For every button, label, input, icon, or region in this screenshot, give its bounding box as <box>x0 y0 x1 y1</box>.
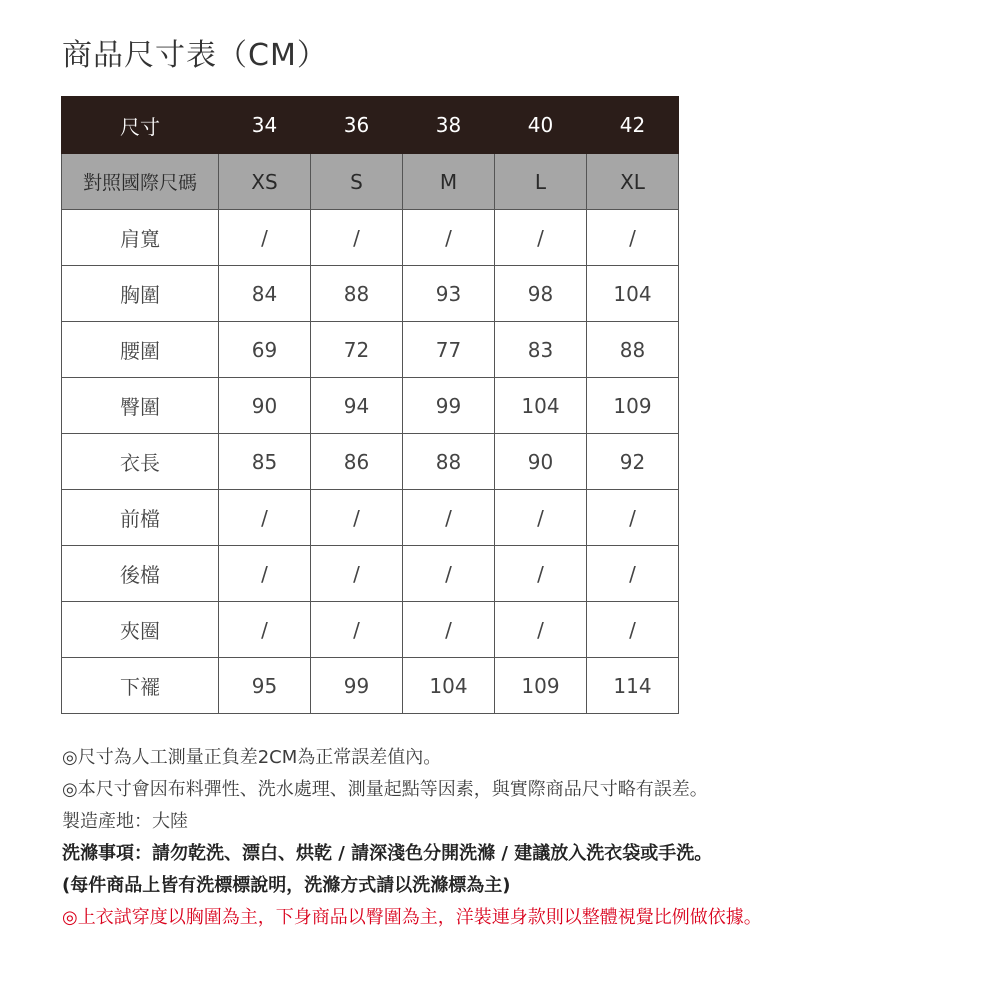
table-row <box>62 490 679 546</box>
row-label: 臀圍 <box>62 378 219 434</box>
table-cell: / <box>495 210 587 266</box>
table-cell: / <box>587 546 679 602</box>
table-cell: 86 <box>311 434 403 490</box>
table-cell: 93 <box>403 266 495 322</box>
table-cell: / <box>495 602 587 658</box>
table-cell: 114 <box>587 658 679 714</box>
table-cell: / <box>495 546 587 602</box>
table-cell: 109 <box>495 658 587 714</box>
table-cell: 99 <box>403 378 495 434</box>
note-fabric: ◎本尺寸會因布料彈性、洗水處理、測量起點等因素，與實際商品尺寸略有誤差。 <box>62 779 708 800</box>
row-label: 下襬 <box>62 658 219 714</box>
table-row <box>62 546 679 602</box>
table-cell: 92 <box>587 434 679 490</box>
row-label: 後檔 <box>62 546 219 602</box>
table-cell: / <box>311 490 403 546</box>
header-row <box>62 97 679 154</box>
note-wash-label: (每件商品上皆有洗標標說明，洗滌方式請以洗滌標為主) <box>62 875 511 896</box>
table-cell: 98 <box>495 266 587 322</box>
row-label: 腰圍 <box>62 322 219 378</box>
size-table <box>61 96 679 714</box>
row-label: 肩寬 <box>62 210 219 266</box>
table-cell: / <box>219 602 311 658</box>
table-cell: / <box>403 490 495 546</box>
table-cell: 38 <box>403 97 495 154</box>
table-cell: / <box>403 210 495 266</box>
table-cell: / <box>219 210 311 266</box>
table-cell: XS <box>219 154 311 210</box>
note-wash: 洗滌事項：請勿乾洗、漂白、烘乾 / 請深淺色分開洗滌 / 建議放入洗衣袋或手洗。 <box>62 843 713 864</box>
table-cell: / <box>587 490 679 546</box>
row-label: 衣長 <box>62 434 219 490</box>
table-cell: / <box>403 546 495 602</box>
table-cell: / <box>311 210 403 266</box>
table-cell: 94 <box>311 378 403 434</box>
intl-size-row <box>62 154 679 210</box>
table-cell: 90 <box>219 378 311 434</box>
table-cell: / <box>219 490 311 546</box>
page-title: 商品尺寸表（CM） <box>62 38 328 73</box>
table-cell: 72 <box>311 322 403 378</box>
table-row <box>62 266 679 322</box>
table-cell: L <box>495 154 587 210</box>
table-cell: 40 <box>495 97 587 154</box>
notes <box>62 742 982 934</box>
table-cell: / <box>311 546 403 602</box>
table-cell: 88 <box>587 322 679 378</box>
table-cell: S <box>311 154 403 210</box>
table-cell: / <box>587 602 679 658</box>
table-cell: 104 <box>587 266 679 322</box>
table-row <box>62 658 679 714</box>
table-cell: 83 <box>495 322 587 378</box>
table-cell: 34 <box>219 97 311 154</box>
table-cell: 36 <box>311 97 403 154</box>
table-cell: 85 <box>219 434 311 490</box>
table-cell: 104 <box>403 658 495 714</box>
table-cell: 99 <box>311 658 403 714</box>
table-cell: 95 <box>219 658 311 714</box>
table-row <box>62 322 679 378</box>
note-origin: 製造產地：大陸 <box>62 811 188 832</box>
table-cell: 69 <box>219 322 311 378</box>
table-cell: / <box>311 602 403 658</box>
table-cell: 84 <box>219 266 311 322</box>
table-cell: 90 <box>495 434 587 490</box>
table-cell: 42 <box>587 97 679 154</box>
table-cell: 88 <box>311 266 403 322</box>
table-cell: / <box>403 602 495 658</box>
table-cell: / <box>495 490 587 546</box>
table-row <box>62 210 679 266</box>
table-cell: / <box>587 210 679 266</box>
table-cell: 77 <box>403 322 495 378</box>
table-cell: M <box>403 154 495 210</box>
row-label: 前檔 <box>62 490 219 546</box>
table-cell: 88 <box>403 434 495 490</box>
table-cell: XL <box>587 154 679 210</box>
table-cell: / <box>219 546 311 602</box>
row-label: 胸圍 <box>62 266 219 322</box>
table-cell: 104 <box>495 378 587 434</box>
table-row <box>62 434 679 490</box>
row-label: 對照國際尺碼 <box>62 154 219 210</box>
note-tolerance: ◎尺寸為人工測量正負差2CM為正常誤差值內。 <box>62 747 442 768</box>
table-row <box>62 378 679 434</box>
table-row <box>62 602 679 658</box>
note-fitting: ◎上衣試穿度以胸圍為主，下身商品以臀圍為主，洋裝連身款則以整體視覺比例做依據。 <box>62 907 762 928</box>
row-label: 夾圈 <box>62 602 219 658</box>
row-label: 尺寸 <box>62 97 219 154</box>
table-cell: 109 <box>587 378 679 434</box>
